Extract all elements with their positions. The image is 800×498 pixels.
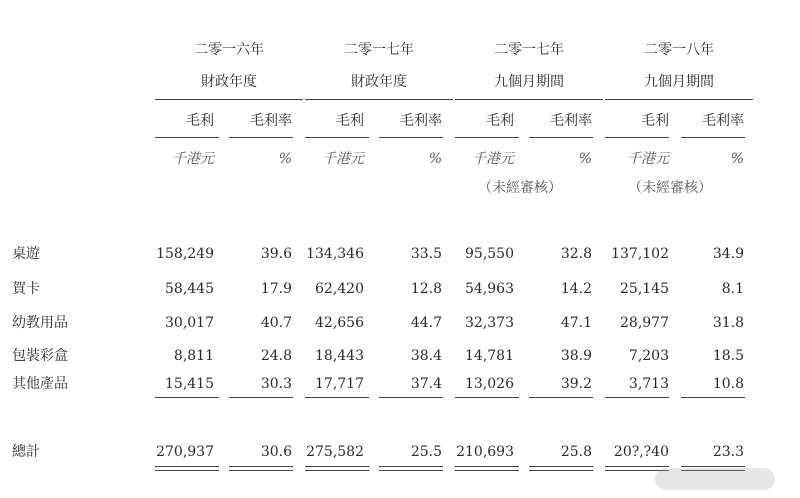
- double-rule-line: [529, 470, 593, 471]
- unit-pct-4: %: [730, 151, 744, 167]
- subtotal-rule: [155, 397, 219, 398]
- table-cell: 18.5: [712, 348, 744, 364]
- table-cell: 39.2: [560, 376, 592, 392]
- col-rule: [305, 137, 369, 138]
- col-rule: [229, 137, 293, 138]
- double-rule-line: [455, 466, 519, 467]
- col-rule: [155, 137, 219, 138]
- double-rule-line: [681, 466, 745, 467]
- col-gross-profit-1: 毛利: [186, 113, 214, 129]
- row-label: 桌遊: [12, 246, 40, 262]
- table-cell: 39.6: [260, 246, 292, 262]
- unit-pct-3: %: [578, 151, 592, 167]
- table-cell: 158,249: [156, 246, 214, 262]
- table-cell: 14,781: [465, 348, 514, 364]
- table-cell: 30.3: [260, 376, 292, 392]
- table-cell: 33.5: [410, 246, 442, 262]
- period-3-label: 九個月期間: [494, 74, 564, 90]
- watermark: [655, 468, 775, 490]
- table-cell: 37.4: [410, 376, 442, 392]
- table-cell: 62,420: [315, 281, 364, 297]
- table-cell: 34.9: [712, 246, 744, 262]
- double-rule-line: [305, 466, 369, 467]
- table-cell: 24.8: [260, 348, 292, 364]
- period-4-label: 九個月期間: [644, 74, 714, 90]
- header-rule-1: [155, 99, 303, 100]
- subtotal-rule: [229, 397, 293, 398]
- header-rule-3: [455, 99, 603, 100]
- table-cell: 32.8: [560, 246, 592, 262]
- col-gross-profit-3: 毛利: [486, 113, 514, 129]
- subtotal-rule: [605, 397, 669, 398]
- col-rule: [529, 137, 593, 138]
- unit-hkd-1: 千港元: [172, 151, 214, 167]
- col-rule: [379, 137, 443, 138]
- col-rule: [455, 137, 519, 138]
- table-cell: 40.7: [260, 315, 292, 331]
- period-1-year: 二零一六年: [194, 42, 264, 58]
- table-cell: 3,713: [628, 376, 669, 392]
- table-cell: 38.4: [410, 348, 442, 364]
- table-cell: 44.7: [410, 315, 442, 331]
- col-rule: [681, 137, 745, 138]
- unit-hkd-4: 千港元: [627, 151, 669, 167]
- table-cell: 18,443: [315, 348, 364, 364]
- table-cell: 38.9: [560, 348, 592, 364]
- col-rule: [605, 137, 669, 138]
- table-cell: 28,977: [620, 315, 669, 331]
- double-rule-line: [379, 470, 443, 471]
- table-cell: 47.1: [560, 315, 592, 331]
- unit-pct-1: %: [278, 151, 292, 167]
- table-cell: 95,550: [465, 246, 514, 262]
- total-cell: 275,582: [306, 444, 364, 460]
- subtotal-rule: [529, 397, 593, 398]
- col-gross-profit-4: 毛利: [641, 113, 669, 129]
- col-gross-margin-4: 毛利率: [702, 113, 744, 129]
- row-label: 幼教用品: [12, 315, 68, 331]
- header-rule-2: [305, 99, 453, 100]
- table-cell: 30,017: [165, 315, 214, 331]
- header-rule-4: [605, 99, 753, 100]
- double-rule-line: [229, 470, 293, 471]
- double-rule-line: [155, 466, 219, 467]
- unaudited-note-4: （未經審核）: [628, 180, 712, 196]
- row-label: 包裝彩盒: [12, 348, 68, 364]
- table-cell: 137,102: [611, 246, 669, 262]
- double-rule-line: [305, 470, 369, 471]
- table-cell: 17.9: [260, 281, 292, 297]
- total-label: 總計: [12, 444, 40, 460]
- subtotal-rule: [681, 397, 745, 398]
- table-cell: 12.8: [410, 281, 442, 297]
- table-cell: 32,373: [465, 315, 514, 331]
- total-cell: 25.5: [410, 444, 442, 460]
- total-cell: 20?,?40: [613, 444, 669, 460]
- total-cell: 270,937: [156, 444, 214, 460]
- period-2-label: 財政年度: [351, 74, 407, 90]
- table-cell: 7,203: [628, 348, 669, 364]
- col-gross-margin-2: 毛利率: [400, 113, 442, 129]
- double-rule-line: [605, 466, 669, 467]
- total-cell: 210,693: [456, 444, 514, 460]
- period-3-year: 二零一七年: [494, 42, 564, 58]
- double-rule-line: [229, 466, 293, 467]
- table-cell: 54,963: [465, 281, 514, 297]
- total-cell: 30.6: [260, 444, 292, 460]
- table-cell: 8.1: [721, 281, 744, 297]
- table-cell: 25,145: [620, 281, 669, 297]
- double-rule-line: [455, 470, 519, 471]
- table-cell: 42,656: [315, 315, 364, 331]
- table-cell: 13,026: [465, 376, 514, 392]
- double-rule-line: [155, 470, 219, 471]
- col-gross-margin-3: 毛利率: [550, 113, 592, 129]
- unit-hkd-2: 千港元: [322, 151, 364, 167]
- double-rule-line: [379, 466, 443, 467]
- row-label: 其他產品: [12, 376, 68, 392]
- table-cell: 134,346: [306, 246, 364, 262]
- unaudited-note-3: （未經審核）: [478, 180, 562, 196]
- total-cell: 23.3: [712, 444, 744, 460]
- period-1-label: 財政年度: [201, 74, 257, 90]
- row-label: 賀卡: [12, 281, 40, 297]
- unit-hkd-3: 千港元: [472, 151, 514, 167]
- unit-pct-2: %: [428, 151, 442, 167]
- col-gross-profit-2: 毛利: [336, 113, 364, 129]
- table-cell: 15,415: [165, 376, 214, 392]
- subtotal-rule: [379, 397, 443, 398]
- subtotal-rule: [455, 397, 519, 398]
- table-cell: 8,811: [173, 348, 214, 364]
- col-gross-margin-1: 毛利率: [250, 113, 292, 129]
- table-cell: 58,445: [165, 281, 214, 297]
- table-cell: 31.8: [712, 315, 744, 331]
- subtotal-rule: [305, 397, 369, 398]
- double-rule-line: [529, 466, 593, 467]
- total-cell: 25.8: [560, 444, 592, 460]
- table-cell: 14.2: [560, 281, 592, 297]
- table-cell: 17,717: [315, 376, 364, 392]
- period-2-year: 二零一七年: [344, 42, 414, 58]
- period-4-year: 二零一八年: [644, 42, 714, 58]
- table-cell: 10.8: [712, 376, 744, 392]
